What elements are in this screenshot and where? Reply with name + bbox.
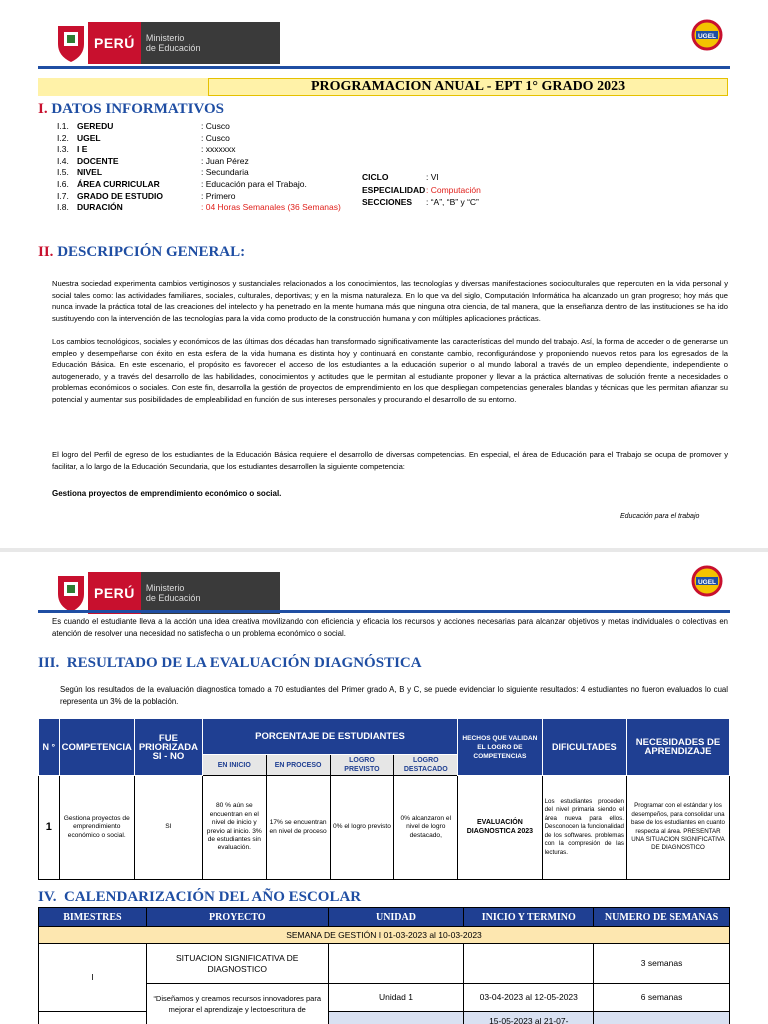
description-paragraph-1: Nuestra sociedad experimenta cambios vertiginosos y sustanciales relacionados a los conocimientos, las tecnologías y diversas manifestaciones socioculturales que repercuten en la vida personal y social tales como: las actividades familiares, sociales, culturales, deportivas; y en la misma naturaleza. En lo que va del siglo, Computación Informática ha alcanzado un gran progreso; hoy más que nunca invade la práctica total de las creaciones del intelecto y ha penetrado en la mente humana más que ninguna otra ciencia, de tal manera, que la enseñanza dentro de las instituciones se ha ido sustituyendo con la intervención de las tecnologías para la vida como producto de la construcción humana y con múltiples aplicaciones prácticas. xyxy=(52,279,728,323)
col-inicio-termino: INICIO Y TERMINO xyxy=(464,908,594,927)
col-bimestres: BIMESTRES xyxy=(39,908,147,927)
table-row: “Diseñamos y creamos recursos innovadores para mejorar el aprendizaje y lectoescritura de Unidad 1 03-04-2023 al 12-05-2023 6 semanas xyxy=(39,984,730,1012)
col-dificultades: DIFICULTADES xyxy=(542,719,626,776)
col-priorizada: FUE PRIORIZADA SI - NO xyxy=(134,719,202,776)
ministry-label: Ministerio de Educación xyxy=(141,22,281,64)
header-rule xyxy=(38,610,730,613)
minedu-logo xyxy=(54,22,280,64)
col-porcentaje: PORCENTAJE DE ESTUDIANTES xyxy=(202,719,457,755)
peru-shield-icon xyxy=(54,572,88,614)
datos-right-row: ESPECIALIDAD : Computación xyxy=(362,184,481,195)
col-necesidades: NECESIDADES DE APRENDIZAJE xyxy=(627,719,730,776)
datos-row: I.6. ÁREA CURRICULAR : Educación para el Trabajo. xyxy=(57,178,307,189)
peru-label: PERÚ xyxy=(88,572,141,614)
col-number: N ° xyxy=(39,719,60,776)
section-1-heading: I. DATOS INFORMATIVOS xyxy=(38,101,224,117)
description-paragraph-3: El logro del Perfil de egreso de los estudiantes de la Educación Básica requiere el desarrollo de diversas competencias. En especial, el área de Educación para el Trabajo se ocupa de promover y facilitar, a lo largo de la Educación Secundaria, que los estudiantes desarrollen la siguiente competencia: xyxy=(52,450,728,471)
col-logro-previsto: LOGRO PREVISTO xyxy=(330,755,394,776)
table-row: 15-05-2023 al 21-07- xyxy=(39,1012,730,1024)
document-title: PROGRAMACION ANUAL - EPT 1° GRADO 2023 xyxy=(208,78,728,96)
diagnostic-summary: Según los resultados de la evaluación diagnostica tomado a 70 estudiantes del Primer grado A, B y C, se puede evidenciar lo siguiente resultados: 4 estudiantes no fueron evaluados lo cual representa un 3% de la población. xyxy=(60,685,728,706)
svg-text:UGEL: UGEL xyxy=(697,579,717,586)
col-semanas: NUMERO DE SEMANAS xyxy=(594,908,730,927)
ugel-logo-icon xyxy=(690,18,724,56)
peru-shield-icon xyxy=(54,22,88,64)
ugel-logo-icon xyxy=(690,564,724,602)
datos-row: I.8. DURACIÓN : 04 Horas Semanales (36 Semanas) xyxy=(57,202,341,213)
competency-definition: Es cuando el estudiante lleva a la acción una idea creativa movilizando con eficiencia y eficacia los recursos y acciones necesarias para alcanzar objetivos y metas individuales o colectivas en atención de resolver una necesidad no satisfecha o un problema económico o social. xyxy=(52,617,728,638)
datos-row: I.7. GRADO DE ESTUDIO : Primero xyxy=(57,190,236,201)
competency-statement: Gestiona proyectos de emprendimiento económico o social. xyxy=(52,489,282,498)
ministry-label: Ministerio de Educación xyxy=(141,572,281,614)
col-competencia: COMPETENCIA xyxy=(59,719,134,776)
minedu-logo xyxy=(54,572,280,614)
col-unidad: UNIDAD xyxy=(328,908,464,927)
gestion-row: SEMANA DE GESTIÓN I 01-03-2023 al 10-03-2023 xyxy=(39,927,730,944)
datos-row: I.1. GEREDU : Cusco xyxy=(57,121,230,131)
section-4-heading: IV. CALENDARIZACIÓN DEL AÑO ESCOLAR xyxy=(38,889,362,905)
datos-row: I.3. I E : xxxxxxx xyxy=(57,144,236,155)
header-rule xyxy=(38,66,730,69)
svg-text:UGEL: UGEL xyxy=(697,33,717,40)
peru-label: PERÚ xyxy=(88,22,141,64)
datos-row: I.4. DOCENTE : Juan Pérez xyxy=(57,155,249,166)
col-en-inicio: EN INICIO xyxy=(202,755,266,776)
datos-row: I.5. NIVEL : Secundaria xyxy=(57,167,249,178)
col-proyecto: PROYECTO xyxy=(146,908,328,927)
table-row: 1 Gestiona proyectos de emprendimiento económico o social. SI 80 % aún se encuentran en el nivel de inicio y previo al inicio. 3% de estudiantes sin evaluación. 17% se encuentran en nivel de proceso 0% el logro previsto 0% alcanzaron el nivel de logro destacado, EVALUACIÓN DIAGNOSTICA 2023 Los estudiantes proceden del nivel primaria siendo el área nueva para ellos. Desconocen la funcionalidad de los softwares. problemas con la compresión de las lecturas. Programar con el estándar y los desempeños, para consolidar una base de los estudiantes en cuanto respecta al área. PRESENTAR UNA SITUACION SIGNIFICATIVA DE DIAGNOSTICO xyxy=(39,776,730,880)
section-3-heading: III. RESULTADO DE LA EVALUACIÓN DIAGNÓSTICA xyxy=(38,655,422,671)
datos-right-row: SECCIONES : “A”, “B” y “C” xyxy=(362,197,479,208)
table-row: I SITUACION SIGNIFICATIVA DE DIAGNOSTICO 3 semanas xyxy=(39,944,730,984)
datos-right-row: CICLO : VI xyxy=(362,172,439,182)
description-paragraph-2: Los cambios tecnológicos, sociales y económicos de las últimas dos décadas han transformado significativamente las características del mundo del trabajo. Así, la forma de acceder o de generarse un empleo y desempeñarse con éxito en esta esfera de la vida humana es distinta hoy y continuará en constante cambio, reconfigurándose y proponiendo nuevos retos para los egresados de la Educación Básica. En este escenario, el propósito es favorecer el acceso de los estudiantes a la educación superior o al mundo laboral a través de un empleo dependiente, independiente o autogenerado, y a través del desarrollo de las habilidades, conocimientos y actitudes que le permitan al estudiante proponer y llevar a la práctica alternativas de solución frente a necesidades o problemas económicos o sociales. Con este fin, desarrolla la gestión de proyectos de emprendimiento en los que despliegan competencias generales blandas y técnicas que les permitan afianzar su potencial y aumentar sus posibilidades de empleabilidad en función de sus intereses personales y procurando el desarrollo de su entorno. xyxy=(52,337,728,404)
datos-right-list xyxy=(362,171,481,209)
section-2-heading: II. DESCRIPCIÓN GENERAL: xyxy=(38,244,246,260)
title-bar-left xyxy=(38,78,210,96)
datos-row: I.2. UGEL : Cusco xyxy=(57,132,230,143)
signature-text: Educación para el trabajo xyxy=(620,513,700,520)
col-logro-destacado: LOGRO DESTACADO xyxy=(394,755,458,776)
datos-list xyxy=(57,121,361,214)
diagnostic-table xyxy=(38,718,730,880)
col-en-proceso: EN PROCESO xyxy=(266,755,330,776)
col-hechos: HECHOS QUE VALIDAN EL LOGRO DE COMPETENCIAS xyxy=(458,719,542,776)
calendar-table xyxy=(38,907,730,1024)
